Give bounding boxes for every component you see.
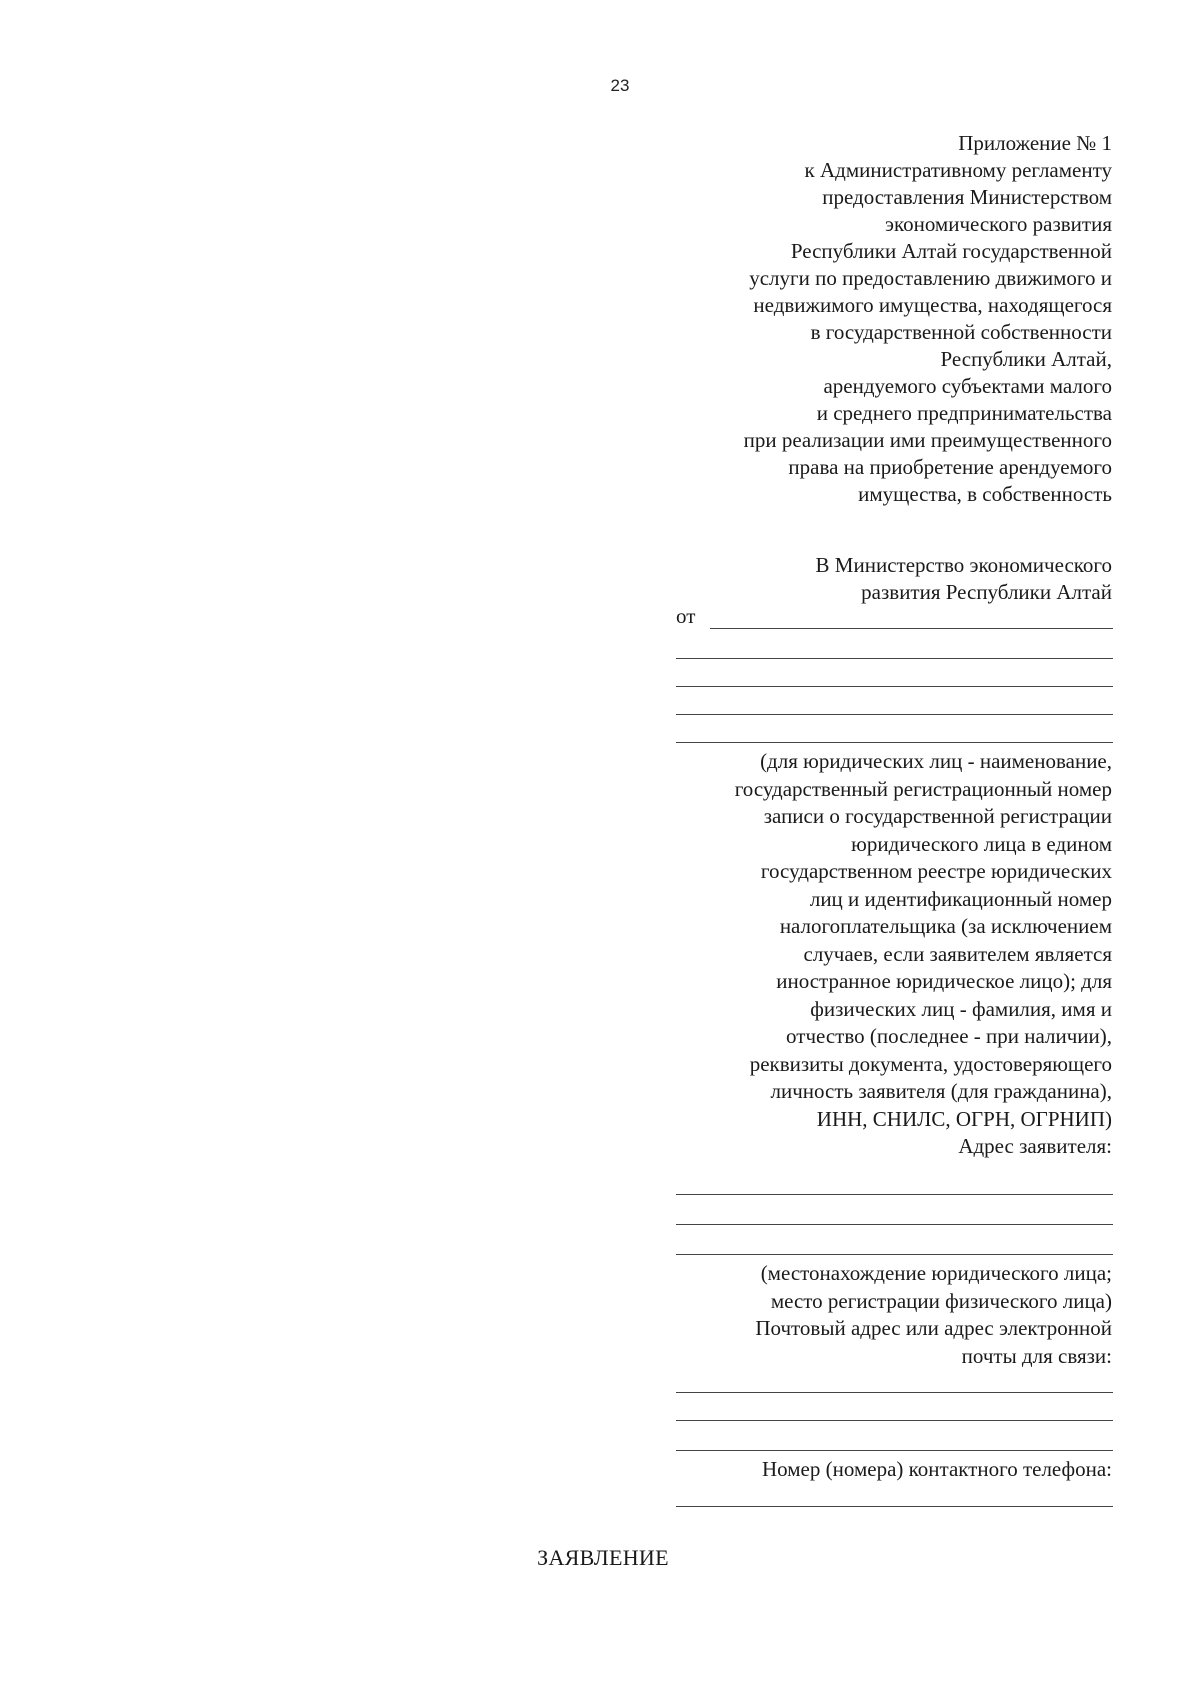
hint-line: место регистрации физического лица) <box>770 1288 1112 1313</box>
hint-line: почты для связи: <box>961 1343 1112 1368</box>
address-blank-line[interactable] <box>676 1224 1113 1225</box>
appendix-line: к Административному регламенту <box>804 158 1112 182</box>
appendix-line: Республики Алтай государственной <box>790 239 1112 263</box>
addressee-line: В Министерство экономического <box>815 553 1112 577</box>
applicant-blank-line[interactable] <box>676 658 1113 659</box>
appendix-line: предоставления Министерством <box>822 185 1112 209</box>
hint-line: отчество (последнее - при наличии), <box>786 1024 1112 1048</box>
from-label: от <box>676 604 696 628</box>
appendix-line: и среднего предпринимательства <box>816 401 1112 425</box>
postal-blank-line[interactable] <box>676 1450 1113 1451</box>
postal-blank-line[interactable] <box>676 1392 1113 1393</box>
applicant-hint <box>735 748 1112 1161</box>
hint-line: иностранное юридическое лицо); для <box>776 969 1112 993</box>
appendix-line: имущества, в собственность <box>858 482 1112 506</box>
address-label: Адрес заявителя: <box>958 1134 1112 1158</box>
hint-line: налогоплательщика (за исключением <box>779 914 1112 938</box>
appendix-line: Приложение № 1 <box>958 131 1112 155</box>
appendix-line: в государственной собственности <box>810 320 1112 344</box>
hint-line: ИНН, СНИЛС, ОГРН, ОГРНИП) <box>816 1106 1112 1131</box>
applicant-blank-line[interactable] <box>676 742 1113 743</box>
appendix-header <box>744 130 1112 508</box>
from-blank-line[interactable] <box>710 628 1113 629</box>
hint-line: личность заявителя (для гражданина), <box>770 1079 1112 1103</box>
document-title: ЗАЯВЛЕНИЕ <box>537 1545 669 1570</box>
hint-line: Почтовый адрес или адрес электронной <box>755 1316 1112 1340</box>
addressee-block <box>816 552 1112 606</box>
appendix-line: услуги по предоставлению движимого и <box>749 266 1112 290</box>
appendix-line: арендуемого субъектами малого <box>823 374 1112 398</box>
hint-line: физических лиц - фамилия, имя и <box>810 996 1112 1021</box>
hint-line: государственный регистрационный номер <box>734 776 1112 801</box>
hint-line: юридического лица в едином <box>851 831 1112 856</box>
hint-line: записи о государственной регистрации <box>763 804 1112 828</box>
hint-line: случаев, если заявителем является <box>803 941 1112 966</box>
phone-label: Номер (номера) контактного телефона: <box>762 1457 1112 1481</box>
page-number: 23 <box>610 76 630 95</box>
appendix-line: Республики Алтай, <box>940 347 1112 371</box>
address-blank-line[interactable] <box>676 1254 1113 1255</box>
hint-line: (местонахождение юридического лица; <box>760 1261 1112 1285</box>
applicant-blank-line[interactable] <box>676 714 1113 715</box>
applicant-blank-line[interactable] <box>676 686 1113 687</box>
appendix-line: права на приобретение арендуемого <box>788 455 1112 479</box>
postal-blank-line[interactable] <box>676 1420 1113 1421</box>
hint-line: государственном реестре юридических <box>760 859 1112 883</box>
hint-line: (для юридических лиц - наименование, <box>760 749 1112 773</box>
addressee-line: развития Республики Алтай <box>861 580 1112 604</box>
appendix-line: при реализации ими преимущественного <box>743 428 1112 452</box>
appendix-line: недвижимого имущества, находящегося <box>753 293 1112 317</box>
address-blank-line[interactable] <box>676 1194 1113 1195</box>
hint-line: лиц и идентификационный номер <box>809 886 1112 911</box>
hint-line: реквизиты документа, удостоверяющего <box>749 1051 1112 1076</box>
address-hint <box>755 1260 1112 1370</box>
appendix-line: экономического развития <box>884 212 1112 236</box>
phone-blank-line[interactable] <box>676 1506 1113 1507</box>
